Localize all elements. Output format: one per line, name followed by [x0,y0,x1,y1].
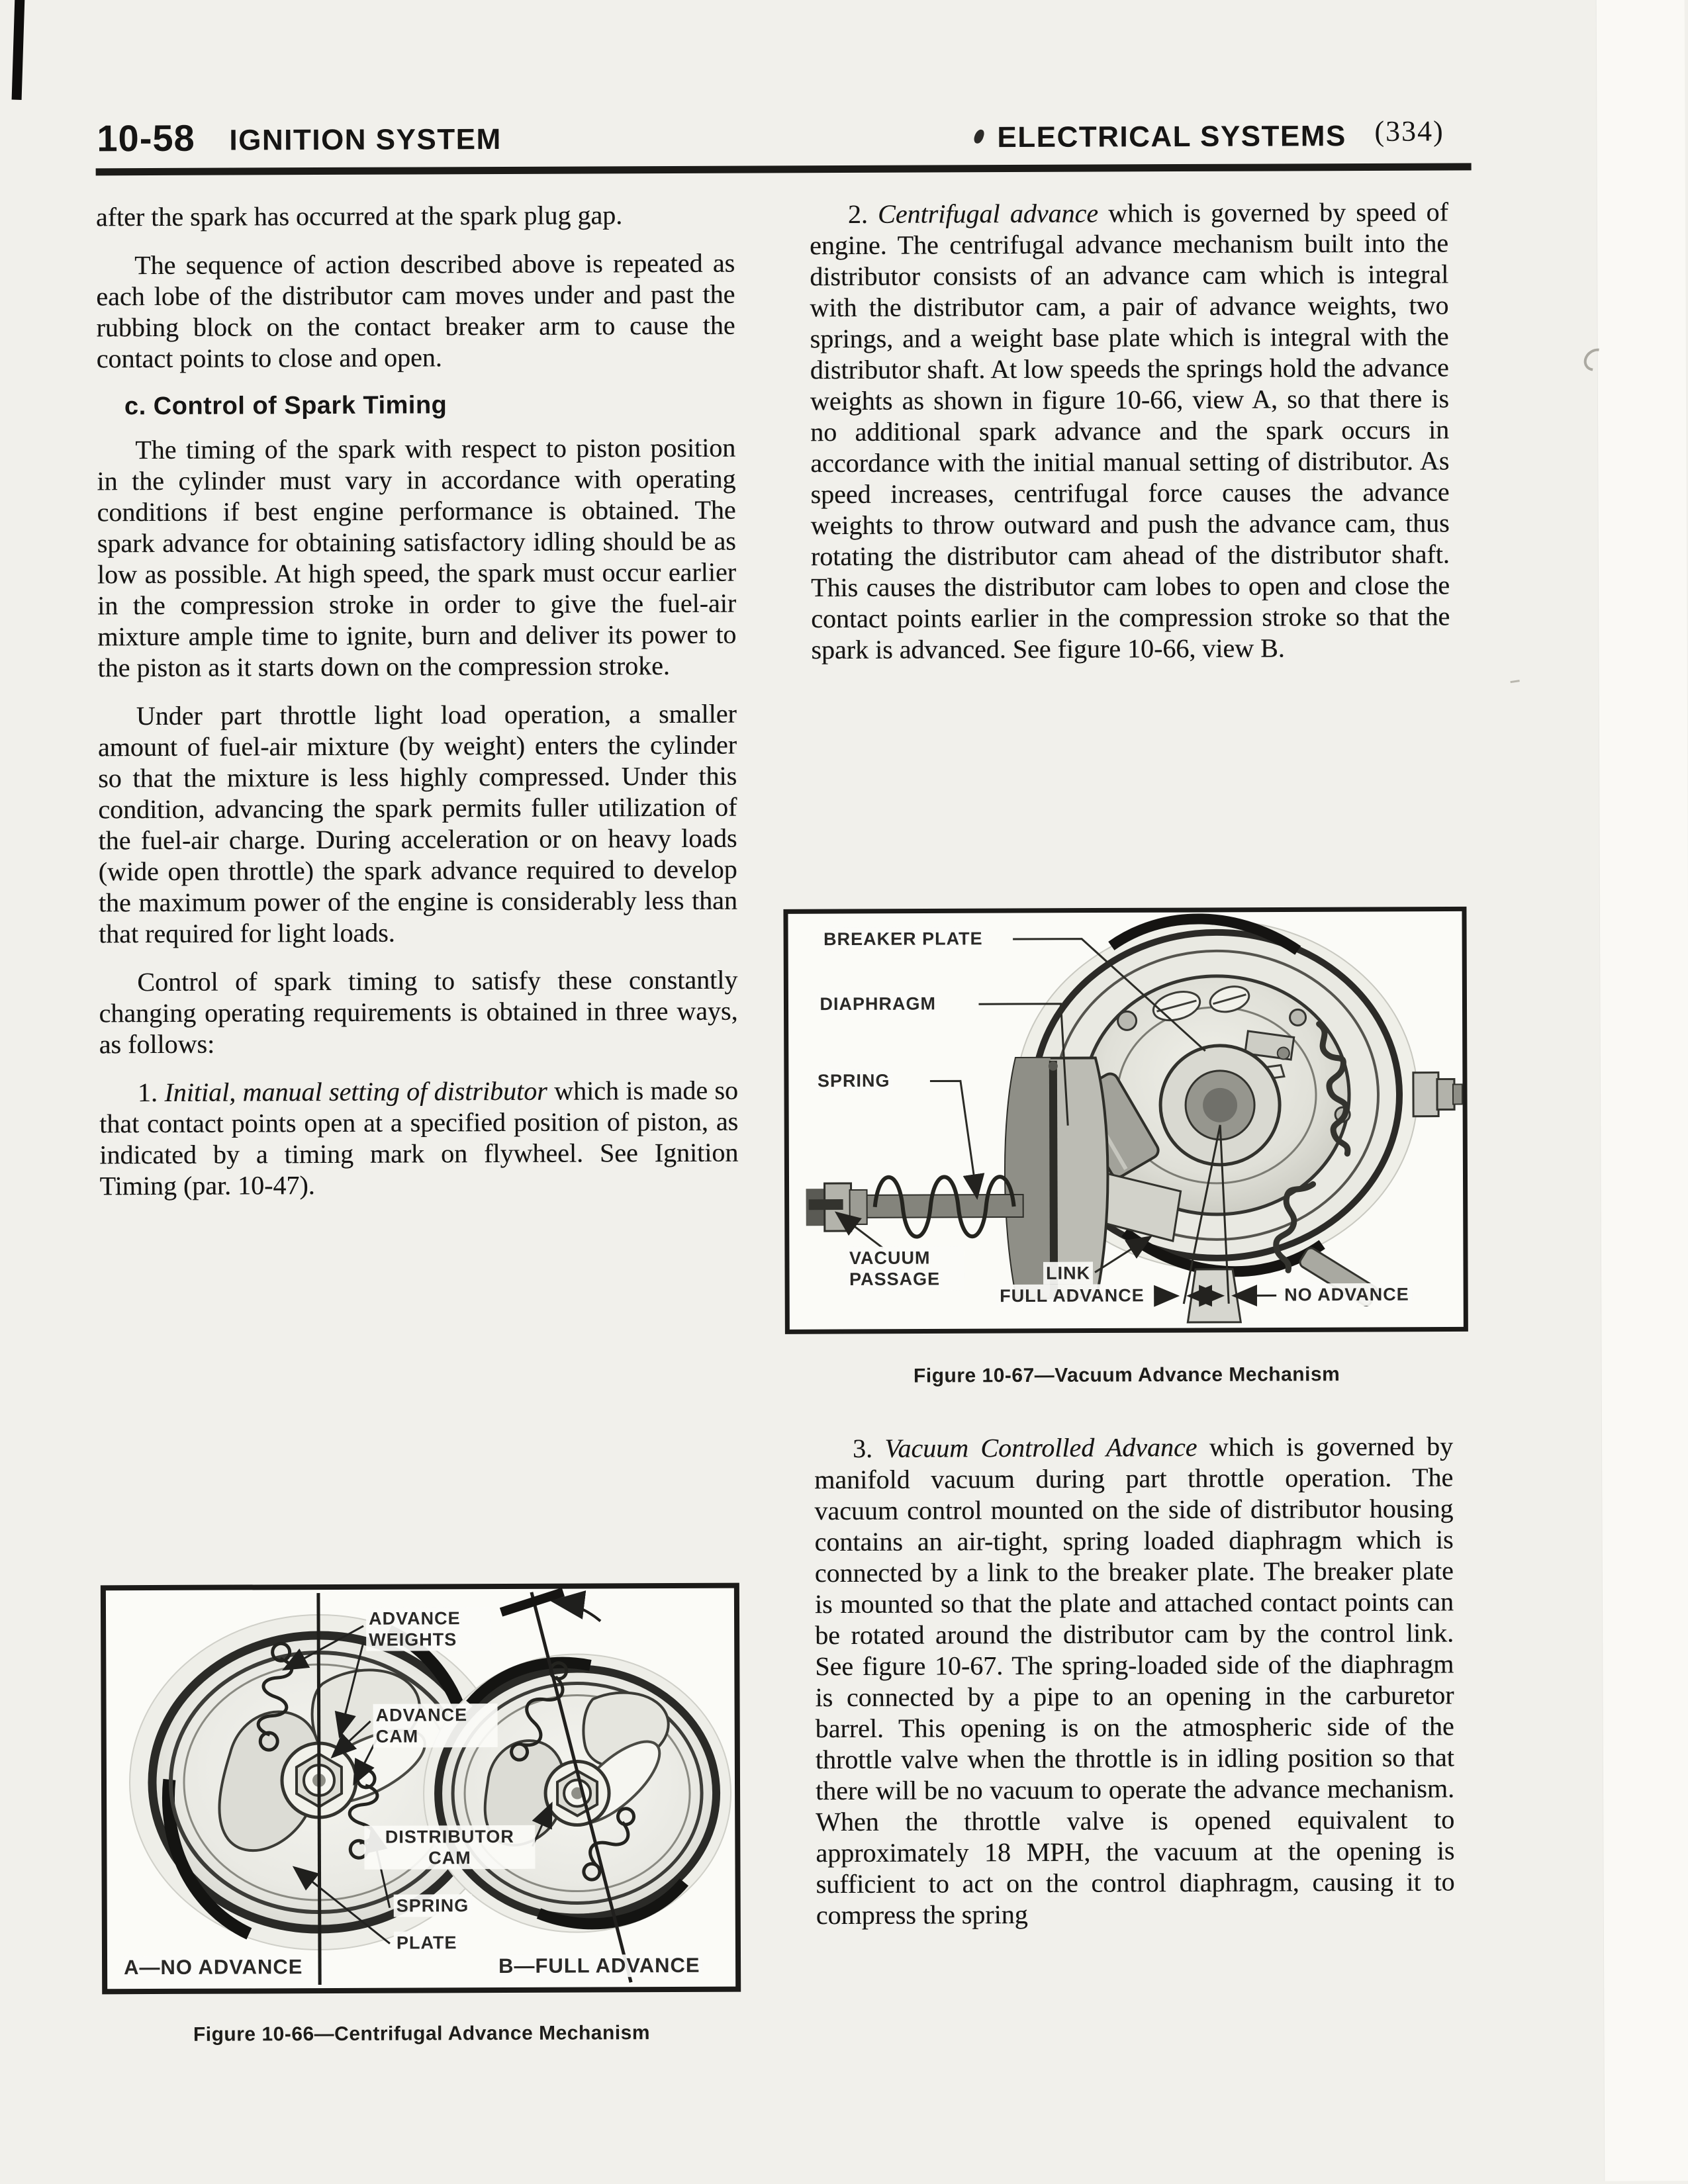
figure-10-66-caption: Figure 10-66—Centrifugal Advance Mechanism [193,2022,651,2046]
figure-10-67-art [782,905,1469,1335]
label-distributor-cam: DISTRIBUTOR CAM [364,1825,535,1870]
item-text: which is governed by manifold vacuum during part throttle operation. The vacuum control mounted on the side of distributor housing contains an air-tight, spring loaded diaphragm which is connected by a link to the breaker plate. The breaker plate is mounted so that the plate and attached contact points can be rotated around the distributor cam by the control link. See figure 10-67. The spring-loaded side of the diaphragm is connected by a pipe to an opening in the carburetor barrel. This opening is on the atmospheric side of the throttle valve when the throttle is in idling position so that there will be no vacuum to operate the advance mechanism. When the throttle valve is opened equivalent to approximately 18 MPH, the vacuum at the opening is sufficient to act on the control diaphragm, causing it to compress the spring [814,1431,1455,1931]
item-lead-italic: Centrifugal advance [878,198,1099,229]
scan-speck-icon [972,128,985,145]
label-breaker-plate: BREAKER PLATE [821,927,986,950]
timing-reference-line [318,1593,320,1985]
label-view-b: B—FULL ADVANCE [496,1954,703,1978]
shaft-stub [1413,1072,1462,1116]
item-number: 1. [137,1077,165,1108]
paragraph: The timing of the spark with respect to piston position in the cylinder must vary in accordance with operating conditions if best engine performance is obtained. The spark advance for obtaining satisfactory idling should be as low as possible. At high speed, the spark must occur earlier in the compression stroke in order to give the fuel-air mixture ample time to ignite, burn and deliver its power to the piston as it starts down on the compression stroke. [97,432,737,683]
scan-dash-icon [1510,680,1519,683]
paragraph: The sequence of action described above is repeated as each lobe of the distributor cam moves under and past the rubbing block on the contact breaker arm to cause the contact points to close and open. [96,248,735,374]
figure-10-66-art [100,1582,741,1995]
figure-10-66 [100,1582,742,2047]
section-number: 10-58 [97,116,195,159]
page-edge-strip [1596,0,1688,2181]
label-spring: SPRING [394,1894,472,1917]
paragraph: Control of spark timing to satisfy these constantly changing operating requirements is obtained in three ways, as follows: [99,964,738,1060]
right-column-top [810,196,1450,682]
label-advance-weights: ADVANCE WEIGHTS [366,1607,491,1651]
right-column-bottom [814,1430,1455,1948]
paragraph: Under part throttle light load operation, a smaller amount of fuel-air mixture (by weight) enters the cylinder so that the mixture is less highly compressed. Under this condition, advancing the spark permits fuller utilization of the fuel-air charge. During acceleration or on heavy loads (wide open throttle) the spark advance required to develop the maximum power of the engine is considerably less than that required for light loads. [97,698,737,949]
section-subheading: c. Control of Spark Timing [124,391,447,421]
item-number: 3. [852,1433,885,1463]
item-number: 2. [847,199,878,229]
page-number: (334) [1374,114,1444,148]
label-full-advance: FULL ADVANCE [997,1284,1147,1307]
scan-artifact-bar [12,0,25,100]
item-lead-italic: Vacuum Controlled Advance [884,1432,1197,1463]
paragraph: after the spark has occurred at the spark plug gap. [95,200,623,232]
label-plate: PLATE [394,1931,460,1954]
section-title: IGNITION SYSTEM [229,122,502,157]
label-spring: SPRING [815,1069,893,1092]
label-link: LINK [1043,1262,1093,1285]
chapter-title: ELECTRICAL SYSTEMS [997,120,1346,154]
label-advance-cam: ADVANCE CAM [373,1704,498,1748]
vacuum-passage-bore-shape [809,1199,843,1210]
figure-10-67-caption: Figure 10-67—Vacuum Advance Mechanism [913,1363,1340,1387]
left-column [96,199,739,1219]
item-text: which is made so that contact points open at a specified position of piston, as indicated by a timing mark on flywheel. See Ignition Timing (par. 10-47). [99,1075,739,1201]
list-item-1 [99,1075,739,1202]
label-diaphragm: DIAPHRAGM [817,992,939,1015]
list-item-3 [814,1430,1455,1931]
label-no-advance: NO ADVANCE [1282,1283,1412,1306]
item-lead-italic: Initial, manual setting of distributor [164,1075,547,1107]
label-view-a: A—NO ADVANCE [121,1956,305,1979]
list-item-2 [810,196,1450,665]
header-rule [96,163,1472,175]
label-vacuum-passage: VACUUM PASSAGE [847,1246,964,1291]
item-text: which is governed by speed of engine. The centrifugal advance mechanism built into the distributor consists of an advance cam which is integral with the distributor cam, a pair of advance weights, two springs, and a weight base plate which is integral with the distributor shaft. At low speeds the springs hold the advance weights as shown in figure 10-66, view A, so that there is no additional spark advance and the spark occurs in accordance with the initial manual setting of distributor. As speed increases, centrifugal force causes the advance weights to throw outward and push the advance cam, thus rotating the distributor cam ahead of the distributor shaft. This causes the distributor cam lobes to open and close the contact points earlier in the compression stroke so that the spark is advanced. See figure 10-66, view B. [810,197,1450,665]
figure-10-67 [782,905,1470,1388]
